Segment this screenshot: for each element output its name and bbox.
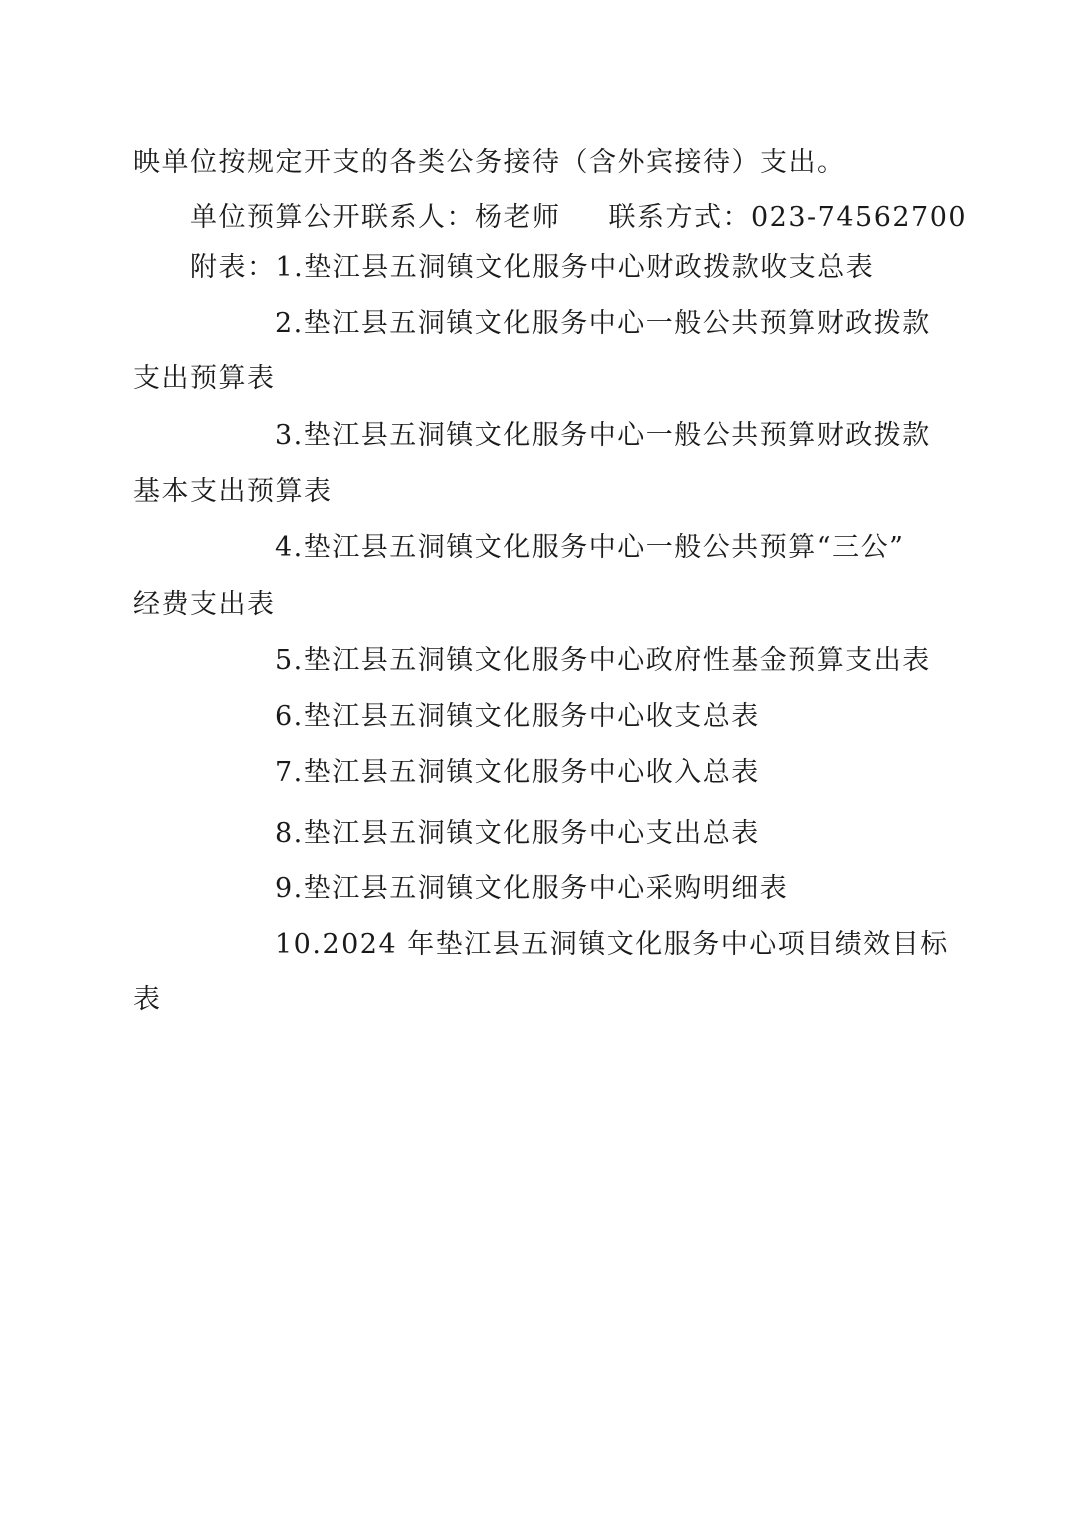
attachment-item-10-line2: 表	[133, 984, 162, 1015]
contact-phone: 联系方式：023-74562700	[608, 202, 968, 233]
attachment-item-6: 6.垫江县五洞镇文化服务中心收支总表	[275, 701, 760, 732]
attachment-item-2-line2: 支出预算表	[133, 363, 276, 394]
attachment-item-3-line1: 3.垫江县五洞镇文化服务中心一般公共预算财政拨款	[275, 420, 931, 451]
attachment-item-4-line1: 4.垫江县五洞镇文化服务中心一般公共预算“三公”	[275, 532, 905, 563]
attachment-item-2-line1: 2.垫江县五洞镇文化服务中心一般公共预算财政拨款	[275, 308, 931, 339]
attachment-item-7: 7.垫江县五洞镇文化服务中心收入总表	[275, 757, 760, 788]
attachment-item-9: 9.垫江县五洞镇文化服务中心采购明细表	[275, 873, 789, 904]
attachment-item-4-line2: 经费支出表	[133, 589, 276, 620]
attachment-item-10-line1: 10.2024 年垫江县五洞镇文化服务中心项目绩效目标	[275, 929, 949, 960]
attachment-item-3-line2: 基本支出预算表	[133, 476, 333, 507]
attachment-item-8: 8.垫江县五洞镇文化服务中心支出总表	[275, 818, 760, 849]
attachment-item-5: 5.垫江县五洞镇文化服务中心政府性基金预算支出表	[275, 645, 931, 676]
attachment-item-1: 附表：1.垫江县五洞镇文化服务中心财政拨款收支总表	[190, 252, 875, 283]
intro-tail-text: 映单位按规定开支的各类公务接待（含外宾接待）支出。	[133, 147, 846, 178]
contact-line	[190, 200, 967, 236]
contact-person: 单位预算公开联系人：杨老师	[190, 202, 561, 233]
